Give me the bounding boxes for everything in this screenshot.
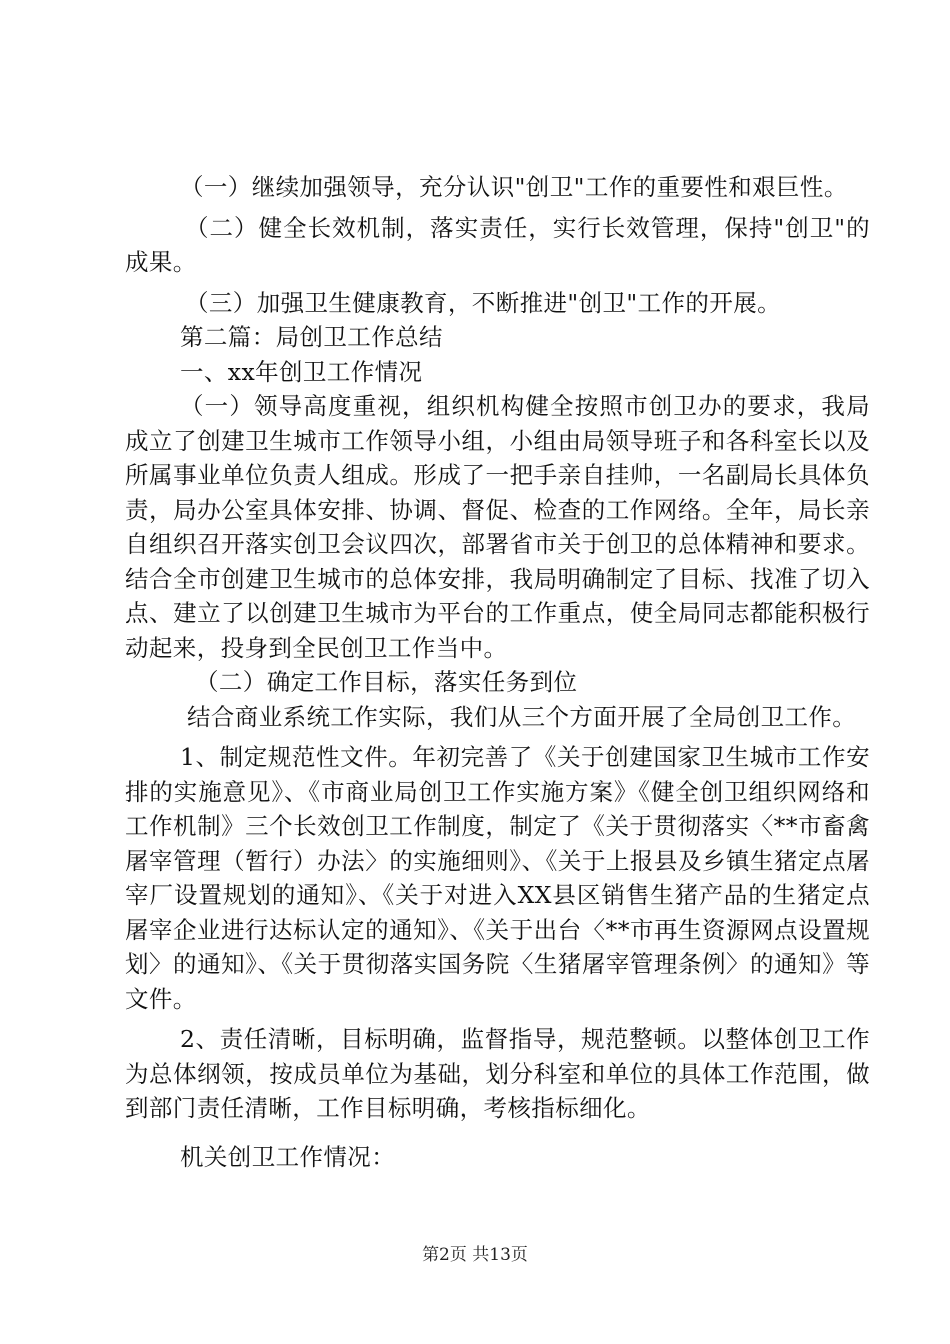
paragraph-block-6 <box>125 389 870 665</box>
paragraph: 机关创卫工作情况： <box>180 1142 396 1171</box>
section-heading: 第二篇：局创卫工作总结 <box>180 323 443 351</box>
paragraph: （三）加强卫生健康教育，不断推进"创卫"工作的开展。 <box>185 288 782 317</box>
paragraph: 2、责任清晰，目标明确，监督指导，规范整顿。以整体创卫工作为总体纲领，按成员单位为基础，划分科室和单位的具体工作范围，做到部门责任清晰，工作目标明确，考核指标细化。 <box>125 1025 870 1122</box>
paragraph: （一）继续加强领导，充分认识"创卫"工作的重要性和艰巨性。 <box>180 173 848 201</box>
paragraph: 1、制定规范性文件。年初完善了《关于创建国家卫生城市工作安排的实施意见》、《市商业局创卫工作实施方案》《健全创卫组织网络和工作机制》三个长效创卫工作制度，制定了《关于贯彻落实〈**市畜禽屠宰管理（暂行）办法〉的实施细则》、《关于上报县及乡镇生猪定点屠宰厂设置规划的通知》、《关于对进入XX县区销售生猪产品的生猪定点屠宰企业进行达标认定的通知》、《关于出台〈**市再生资源网点设置规划〉的通知》、《关于贯彻落实国务院〈生猪屠宰管理条例〉的通知》等文件。 <box>125 743 870 1013</box>
paragraph: （二）健全长效机制，落实责任，实行长效管理，保持"创卫"的成果。 <box>125 213 870 276</box>
paragraph-block-1 <box>125 170 870 205</box>
paragraph: （一）领导高度重视，组织机构健全按照市创卫办的要求，我局成立了创建卫生城市工作领导小组，小组由局领导班子和各科室长以及所属事业单位负责人组成。形成了一把手亲自挂帅，一名副局长具体负责，局办公室具体安排、协调、督促、检查的工作网络。全年，局长亲自组织召开落实创卫会议四次，部署省市关于创卫的总体精神和要求。结合全市创建卫生城市的总体安排，我局明确制定了目标、找准了切入点、建立了以创建卫生城市为平台的工作重点，使全局同志都能积极行动起来，投身到全民创卫工作当中。 <box>125 392 870 662</box>
paragraph-block-8 <box>125 700 870 735</box>
subsection-heading: 一、xx年创卫工作情况 <box>180 357 423 386</box>
document-body <box>125 170 870 1174</box>
paragraph-block-9 <box>125 740 870 1016</box>
page-footer: 第2页 共13页 <box>422 1245 528 1265</box>
paragraph-block-2 <box>125 211 870 280</box>
subsection-heading: （二）确定工作目标，落实任务到位 <box>195 668 578 696</box>
paragraph-block-10 <box>125 1022 870 1126</box>
paragraph: 结合商业系统工作实际，我们从三个方面开展了全局创卫工作。 <box>187 702 857 731</box>
